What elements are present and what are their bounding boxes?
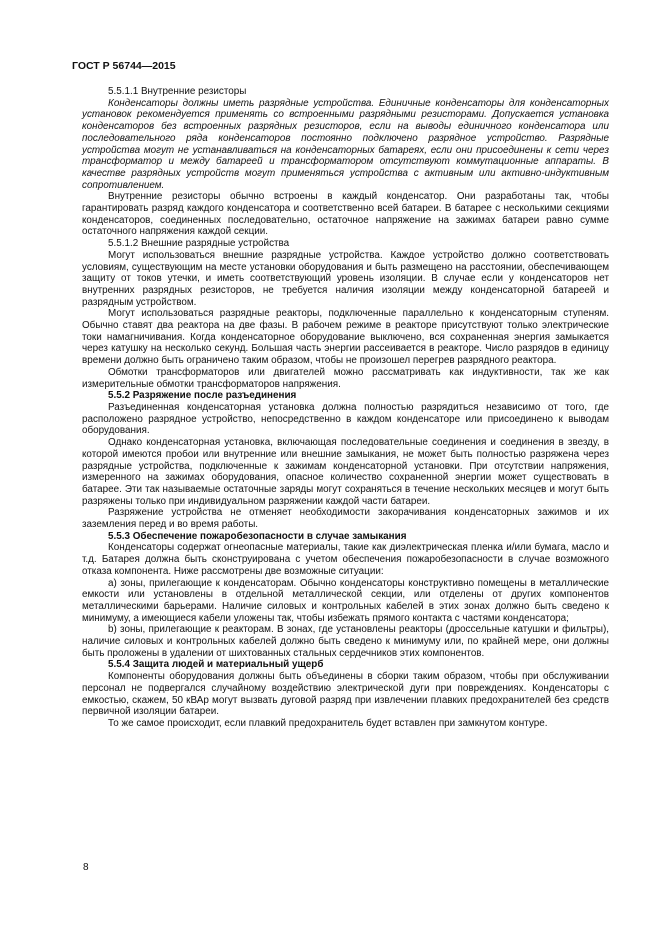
shorting-paragraph: Разряжение устройства не отменяет необходимости закорачивания конденсаторных зажимов и их заземления перед и во время работы. <box>82 507 609 531</box>
disconnection-paragraph: Разъединенная конденсаторная установка должна полностью разрядиться независимо от того, где расположено разрядное устройство, непосредственно в каждом конденсаторе или присоединено к выводам оборудования. <box>82 401 609 437</box>
section-5-5-2-heading: 5.5.2 Разряжение после разъединения <box>108 390 297 402</box>
windings-paragraph: Обмотки трансформаторов или двигателей можно рассматривать как индуктивности, так же как измерительные обмотки трансформаторов напряжения. <box>82 366 609 390</box>
document-body <box>82 86 609 730</box>
internal-resistors-paragraph: Внутренние резисторы обычно встроены в каждый конденсатор. Они разработаны так, чтобы гарантировать разряд каждого конденсатора и соответственно всей батареи. В батарее с несколькими секциями конденсаторов, соединенных последовательно, остаточное напряжение на зажимах батареи равно сумме остаточного напряжения каждой секции. <box>82 191 609 238</box>
clause-5-5-1-1-title: 5.5.1.1 Внутренние резисторы <box>108 86 247 97</box>
fuse-paragraph: То же самое происходит, если плавкий предохранитель будет вставлен при замкнутом контуре. <box>108 717 548 729</box>
external-devices-paragraph: Могут использоваться внешние разрядные устройства. Каждое устройство должно соответствовать условиям, существующим на месте установки оборудования и быть размещено на расстоянии, обеспечивающем защиту от токов утечки, и иметь соответствующий уровень изоляции. В случае если у конденсаторов нет внутренних разрядных резисторов, не требуется наличия изоляции между конденсаторной батареей и разрядным устройством. <box>82 249 609 308</box>
protection-paragraph: Компоненты оборудования должны быть объединены в сборки таким образом, чтобы при обслуживании персонал не подвергался случайному воздействию электрической дуги при повреждениях. Конденсаторы с емкостью, скажем, 50 кВАр могут вызвать дуговой разряд при извлечении плавких предохранителей без средств первичной изоляции батареи. <box>82 671 609 718</box>
italic-requirement-paragraph: Конденсаторы должны иметь разрядные устройства. Единичные конденсаторы для конденсаторных установок рекомендуется применять со встроенными разрядными резисторами. Допускается установка конденсаторов без встроенных разрядных резисторов, если на выводы единичного конденсатора или последовательного ряда конденсаторов постоянно подключено разрядное устройство. Разрядные устройства могут не устанавливаться на конденсаторных батареях, если они присоединены к сети через трансформатор и между батареей и трансформатором отсутствуют коммутационные аппараты. В качестве разрядных устройств могут применяться устройства с активным или активно-индуктивным сопротивлением. <box>82 97 609 191</box>
page-number: 8 <box>83 862 89 873</box>
discharge-reactors-paragraph: Могут использоваться разрядные реакторы, подключенные параллельно к конденсаторным ступеням. Обычно ставят два реактора на две фазы. В рабочем режиме в реакторе присутствуют только электрические токи намагничивания. Когда конденсаторное оборудование выключено, вся сохраненная энергия замыкается через катушку на несколько секунд. Большая часть энергии рассеивается в реакторе. Число разрядов в единицу времени должно быть ограничено таким образом, чтобы не произошел перегрев разрядного реактора. <box>82 308 609 367</box>
list-item-b: b) зоны, прилегающие к реакторам. В зонах, где установлены реакторы (дроссельные катушки и фильтры), наличие силовых и контрольных кабелей должно быть сведено к минимуму или, по крайней мере, они должны быть проложены в удалении от шихтованных стальных сердечников этих компонентов. <box>82 624 609 659</box>
residual-charges-paragraph: Однако конденсаторная установка, включающая последовательные соединения и соединения в звезду, в которой имеются пробои или внутренние или внешние замыкания, не может быть полностью разряжена через разрядные устройства, подключенные к зажимам конденсаторной установки. При отсутствии напряжения, измеренного на зажимах оборудования, опасное количество сохраненной энергии может существовать в батарее. Эти так называемые остаточные заряды могут сохраняться в течение нескольких месяцев и могут быть разряжены только при индивидуальном разряжении каждой части батареи. <box>82 437 609 507</box>
clause-5-5-1-2-title: 5.5.1.2 Внешние разрядные устройства <box>108 238 290 250</box>
list-item-a: a) зоны, прилегающие к конденсаторам. Обычно конденсаторы конструктивно помещены в металлические емкости или установлены в отдельной металлической секции, или отделены от других компонентов металлическими барьерами. Наличие силовых и контрольных кабелей в этих зонах должно быть сведено к минимуму, а имеющиеся кабели уложены так, чтобы избежать прямого контакта с частями конденсатора; <box>82 577 609 624</box>
section-5-5-4-heading: 5.5.4 Защита людей и материальный ущерб <box>108 659 324 671</box>
document-header: ГОСТ Р 56744—2015 <box>72 60 176 72</box>
section-5-5-3-heading: 5.5.3 Обеспечение пожаробезопасности в случае замыкания <box>108 530 407 542</box>
fire-safety-paragraph: Конденсаторы содержат огнеопасные материалы, такие как диэлектрическая пленка и/или бумага, масло и т.д. Батарея должна быть сконструирована с учетом обеспечения пожаробезопасности в случае возможного отказа компонента. Ниже рассмотрены две возможные ситуации: <box>82 542 609 577</box>
